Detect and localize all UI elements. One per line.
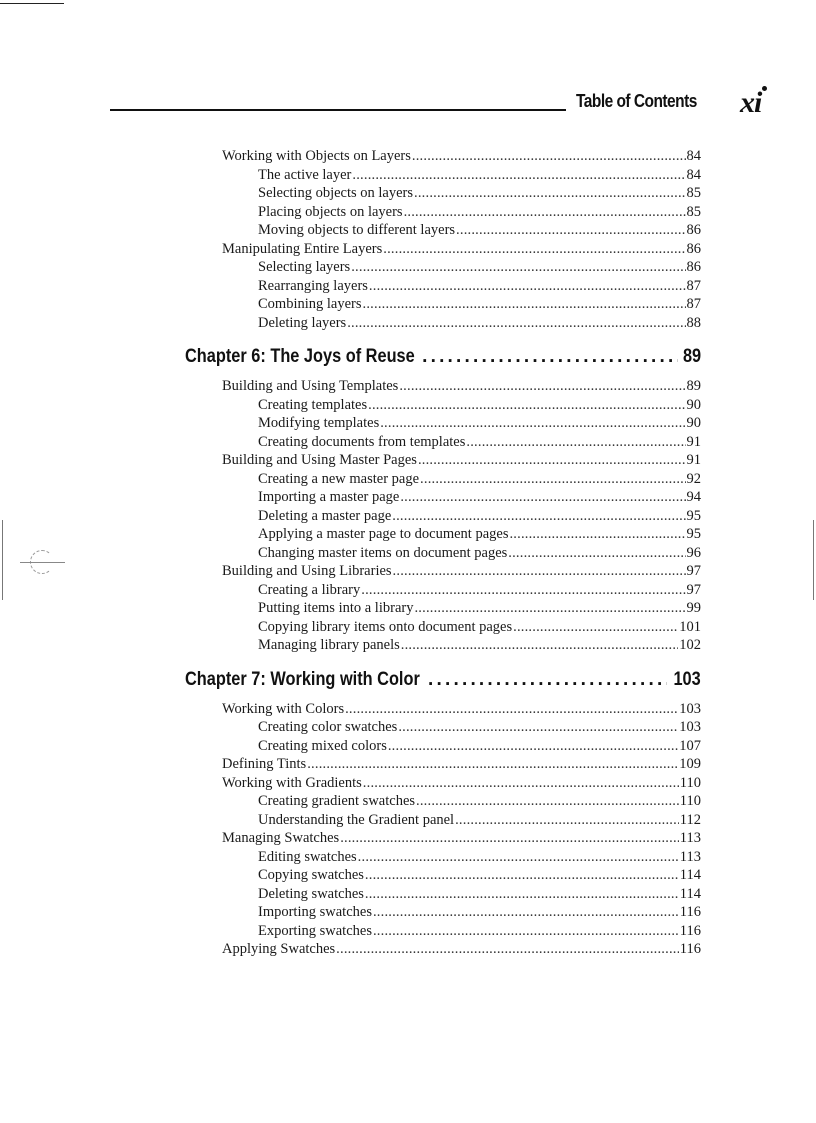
toc-subsection (185, 811, 701, 830)
entry-title: Copying library items onto document pages (258, 618, 513, 635)
dot-leader (340, 829, 679, 848)
entry-page: 87 (686, 296, 701, 312)
entry-page: 86 (686, 240, 701, 257)
entry-page: 87 (686, 277, 701, 294)
dot-leader (416, 792, 679, 811)
dot-leader (365, 866, 679, 885)
right-crop-mark (813, 520, 814, 600)
entry-page: 97 (686, 581, 701, 598)
toc-subsection (185, 203, 701, 222)
toc-section (185, 755, 701, 774)
entry-page: 110 (679, 793, 701, 809)
dot-leader (414, 184, 685, 203)
dot-leader (513, 618, 678, 637)
dot-leader (351, 258, 685, 277)
dot-leader (455, 811, 679, 830)
entry-title: Creating a new master page (258, 470, 420, 487)
entry-title: Applying Swatches (222, 941, 336, 957)
toc-section (185, 829, 701, 848)
toc-section (185, 240, 701, 259)
dot-leader (369, 277, 686, 296)
toc-subsection (185, 544, 701, 563)
dot-leader (399, 377, 685, 396)
entry-title: Building and Using Master Pages (222, 452, 417, 468)
toc-section (185, 774, 701, 793)
entry-title: Applying a master page to document pages (258, 526, 509, 542)
toc-section (185, 451, 701, 470)
entry-title: Understanding the Gradient panel (258, 811, 455, 828)
entry-title: Creating templates (258, 396, 368, 413)
entry-title: Selecting objects on layers (258, 185, 414, 201)
entry-title: Changing master items on document pages (258, 544, 508, 561)
entry-title: Importing a master page (258, 489, 400, 505)
entry-page: 116 (679, 904, 701, 920)
toc-subsection (185, 903, 701, 922)
toc-section (185, 562, 701, 581)
toc-subsection (185, 618, 701, 637)
toc-subsection (185, 737, 701, 756)
entry-title: Exporting swatches (258, 922, 372, 939)
toc-subsection (185, 636, 701, 655)
dot-leader (401, 636, 679, 655)
dot-leader (412, 147, 686, 166)
entry-page: 112 (679, 811, 701, 828)
header-rule (110, 109, 566, 111)
toc-subsection (185, 433, 701, 452)
entry-title: Managing Swatches (222, 830, 340, 846)
entry-page: 109 (679, 756, 701, 772)
dot-leader (307, 755, 678, 774)
entry-page: 113 (679, 830, 701, 846)
dot-leader (388, 737, 678, 756)
dot-leader (420, 470, 685, 489)
toc-subsection (185, 258, 701, 277)
entry-title: Defining Tints (222, 756, 307, 772)
entry-page: 99 (686, 600, 701, 616)
dot-leader (422, 334, 678, 380)
dot-leader (380, 414, 685, 433)
entry-title: Placing objects on layers (258, 203, 403, 220)
toc-subsection (185, 718, 701, 737)
entry-title: Deleting a master page (258, 507, 392, 524)
entry-page: 86 (686, 222, 701, 238)
toc-subsection (185, 221, 701, 240)
toc-subsection (185, 866, 701, 885)
toc-subsection (185, 792, 701, 811)
chapter-page: 103 (673, 668, 701, 690)
entry-title: Putting items into a library (258, 600, 414, 616)
top-crop-rule (0, 3, 64, 4)
entry-page: 116 (679, 922, 701, 939)
dot-leader (404, 203, 686, 222)
entry-title: Combining layers (258, 296, 362, 312)
entry-page: 97 (686, 563, 701, 579)
dot-leader (393, 562, 686, 581)
entry-page: 85 (686, 203, 701, 220)
running-header (110, 84, 782, 124)
entry-page: 116 (679, 941, 701, 957)
page-number-dot (762, 86, 767, 91)
entry-page: 91 (686, 433, 701, 450)
entry-page: 107 (679, 737, 701, 754)
dot-leader (368, 396, 685, 415)
entry-title: Working with Gradients (222, 774, 362, 791)
entry-page: 90 (686, 415, 701, 431)
entry-title: Creating color swatches (258, 719, 398, 735)
registration-mark (0, 520, 70, 600)
entry-page: 91 (686, 452, 701, 468)
entry-title: Manipulating Entire Layers (222, 240, 383, 257)
entry-title: Creating a library (258, 581, 361, 598)
chapter-heading (185, 334, 701, 376)
dot-leader (365, 885, 679, 904)
entry-page: 88 (686, 314, 701, 331)
entry-title: The active layer (258, 166, 352, 183)
dot-leader (358, 848, 679, 867)
entry-page: 110 (679, 774, 701, 791)
entry-page: 113 (679, 848, 701, 865)
toc-section (185, 940, 701, 959)
dot-leader (509, 525, 685, 544)
chapter-heading (185, 657, 701, 699)
page-number (740, 86, 761, 120)
entry-page: 103 (679, 719, 701, 735)
entry-page: 86 (686, 259, 701, 275)
entry-page: 102 (679, 637, 701, 653)
dot-leader (363, 295, 686, 314)
toc-subsection (185, 414, 701, 433)
entry-title: Working with Colors (222, 700, 345, 717)
toc-subsection (185, 507, 701, 526)
entry-title: Moving objects to different layers (258, 222, 456, 238)
entry-page: 85 (686, 185, 701, 201)
dot-leader (347, 314, 685, 333)
entry-title: Modifying templates (258, 415, 380, 431)
table-of-contents (185, 147, 701, 959)
entry-page: 89 (686, 378, 701, 394)
chapter-title: Chapter 7: Working with Color (185, 668, 420, 690)
toc-subsection (185, 295, 701, 314)
dot-leader (361, 581, 685, 600)
dot-leader (352, 166, 685, 185)
toc-subsection (185, 599, 701, 618)
entry-title: Building and Using Libraries (222, 563, 392, 579)
entry-title: Creating documents from templates (258, 433, 466, 450)
entry-page: 96 (686, 544, 701, 561)
entry-title: Managing library panels (258, 637, 400, 653)
dot-leader (373, 903, 679, 922)
entry-title: Deleting swatches (258, 885, 364, 902)
toc-subsection (185, 885, 701, 904)
entry-title: Creating mixed colors (258, 737, 387, 754)
toc-subsection (185, 470, 701, 489)
entry-page: 95 (686, 507, 701, 524)
dot-leader (336, 940, 679, 959)
toc-subsection (185, 525, 701, 544)
entry-page: 90 (686, 396, 701, 413)
dot-leader (456, 221, 685, 240)
toc-subsection (185, 184, 701, 203)
dot-leader (428, 657, 667, 703)
toc-subsection (185, 922, 701, 941)
entry-page: 84 (686, 148, 701, 164)
toc-subsection (185, 581, 701, 600)
entry-title: Building and Using Templates (222, 378, 399, 394)
dot-leader (508, 544, 685, 563)
dot-leader (383, 240, 685, 259)
toc-subsection (185, 848, 701, 867)
dot-leader (373, 922, 679, 941)
entry-page: 94 (686, 489, 701, 505)
page-number-text: xi (740, 86, 762, 119)
dot-leader (418, 451, 686, 470)
chapter-title: Chapter 6: The Joys of Reuse (185, 346, 415, 367)
entry-page: 114 (679, 867, 701, 883)
entry-title: Deleting layers (258, 314, 347, 331)
entry-page: 114 (679, 885, 701, 902)
entry-page: 84 (686, 166, 701, 183)
entry-title: Selecting layers (258, 259, 351, 275)
entry-title: Rearranging layers (258, 277, 368, 294)
toc-subsection (185, 396, 701, 415)
dot-leader (466, 433, 685, 452)
entry-page: 103 (679, 700, 701, 717)
entry-title: Copying swatches (258, 867, 364, 883)
toc-subsection (185, 488, 701, 507)
toc-subsection (185, 314, 701, 333)
entry-title: Working with Objects on Layers (222, 148, 411, 164)
entry-page: 101 (679, 618, 701, 635)
dot-leader (398, 718, 678, 737)
entry-title: Importing swatches (258, 904, 372, 920)
entry-page: 92 (686, 470, 701, 487)
toc-section (185, 147, 701, 166)
chapter-page: 89 (682, 346, 701, 367)
entry-title: Creating gradient swatches (258, 793, 416, 809)
entry-page: 95 (686, 526, 701, 542)
dot-leader (414, 599, 685, 618)
header-title: Table of Contents (576, 91, 697, 111)
dot-leader (363, 774, 679, 793)
dot-leader (400, 488, 685, 507)
toc-subsection (185, 166, 701, 185)
toc-subsection (185, 277, 701, 296)
dot-leader (392, 507, 685, 526)
entry-title: Editing swatches (258, 848, 357, 865)
